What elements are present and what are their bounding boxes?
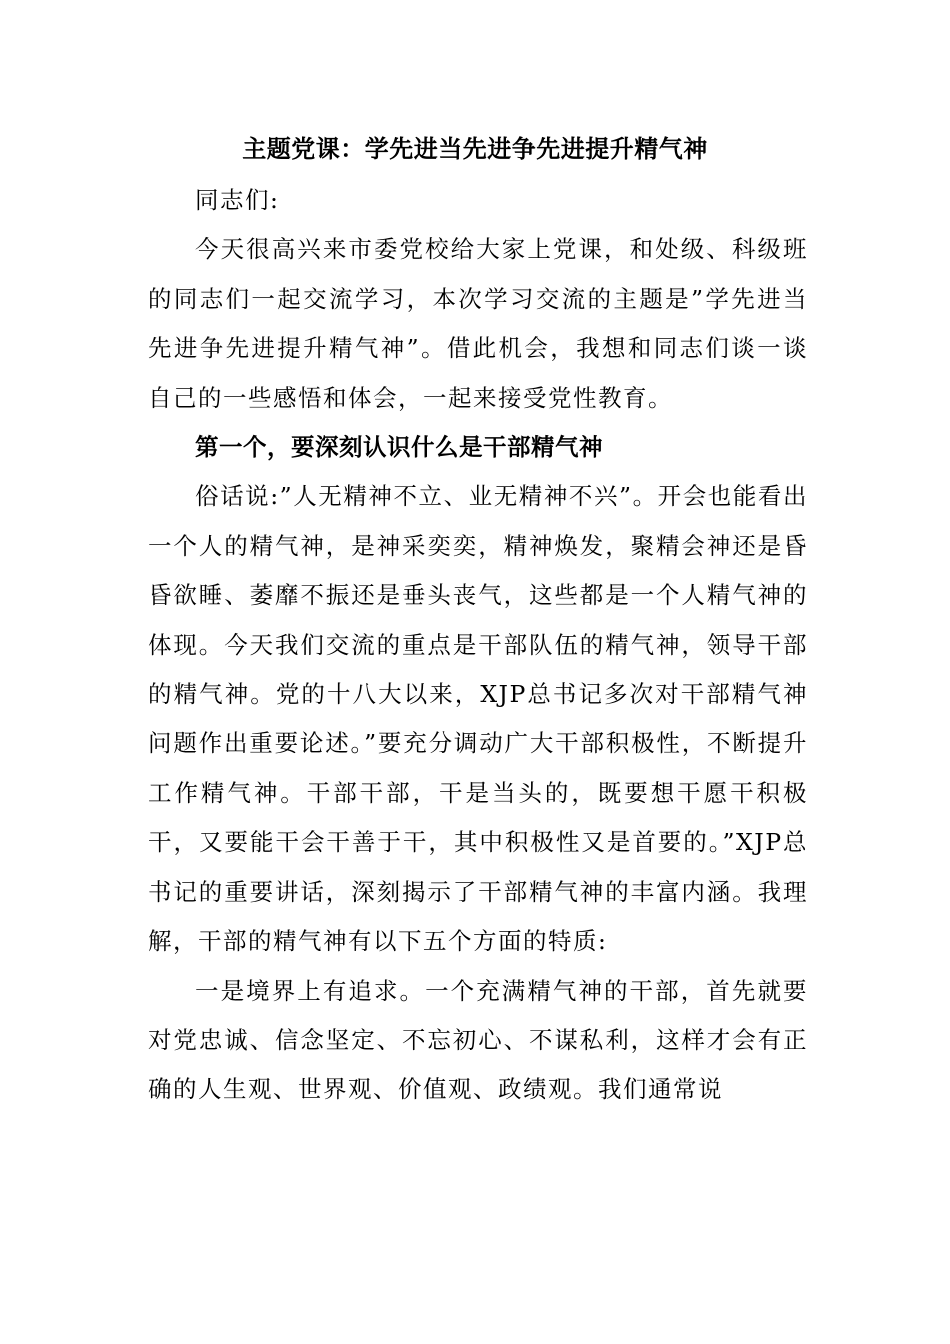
intro-paragraph: 今天很高兴来市委党校给大家上党课，和处级、科级班的同志们一起交流学习，本次学习交流的主题是”学先进当先进争先进提升精气神”。借此机会，我想和同志们谈一谈自己的一些感悟和体会，一起来接受党性教育。 — [148, 235, 808, 412]
salutation: 同志们: — [195, 186, 280, 214]
section-1-paragraph: 俗话说:”人无精神不立、业无精神不兴”。开会也能看出一个人的精气神，是神采奕奕，精神焕发，聚精会神还是昏昏欲睡、萎靡不振还是垂头丧气，这些都是一个人精气神的体现。今天我们交流的重点是干部队伍的精气神，领导干部的精气神。党的十八大以来，XJP总书记多次对干部精气神问题作出重要论述。”要充分调动广大干部积极性，不断提升工作精气神。干部干部，干是当头的，既要想干愿干积极干，又要能干会干善于干，其中积极性又是首要的。”XJP总书记的重要讲话，深刻揭示了干部精气神的丰富内涵。我理解，干部的精气神有以下五个方面的特质: — [148, 482, 808, 956]
section-1-heading: 第一个，要深刻认识什么是干部精气神 — [195, 433, 603, 462]
point-1-lead: 一是境界上有追求。 — [195, 976, 426, 1005]
point-1-text: 一个充满精气神的干部，首先就要对党忠诚、信念坚定、不忘初心、不谋私利，这样才会有正确的人生观、世界观、价值观、政绩观。我们通常说 — [148, 976, 809, 1104]
document-title: 主题党课：学先进当先进争先进提升精气神 — [242, 135, 708, 163]
point-1-paragraph — [148, 967, 808, 1115]
document-body — [148, 176, 808, 1115]
